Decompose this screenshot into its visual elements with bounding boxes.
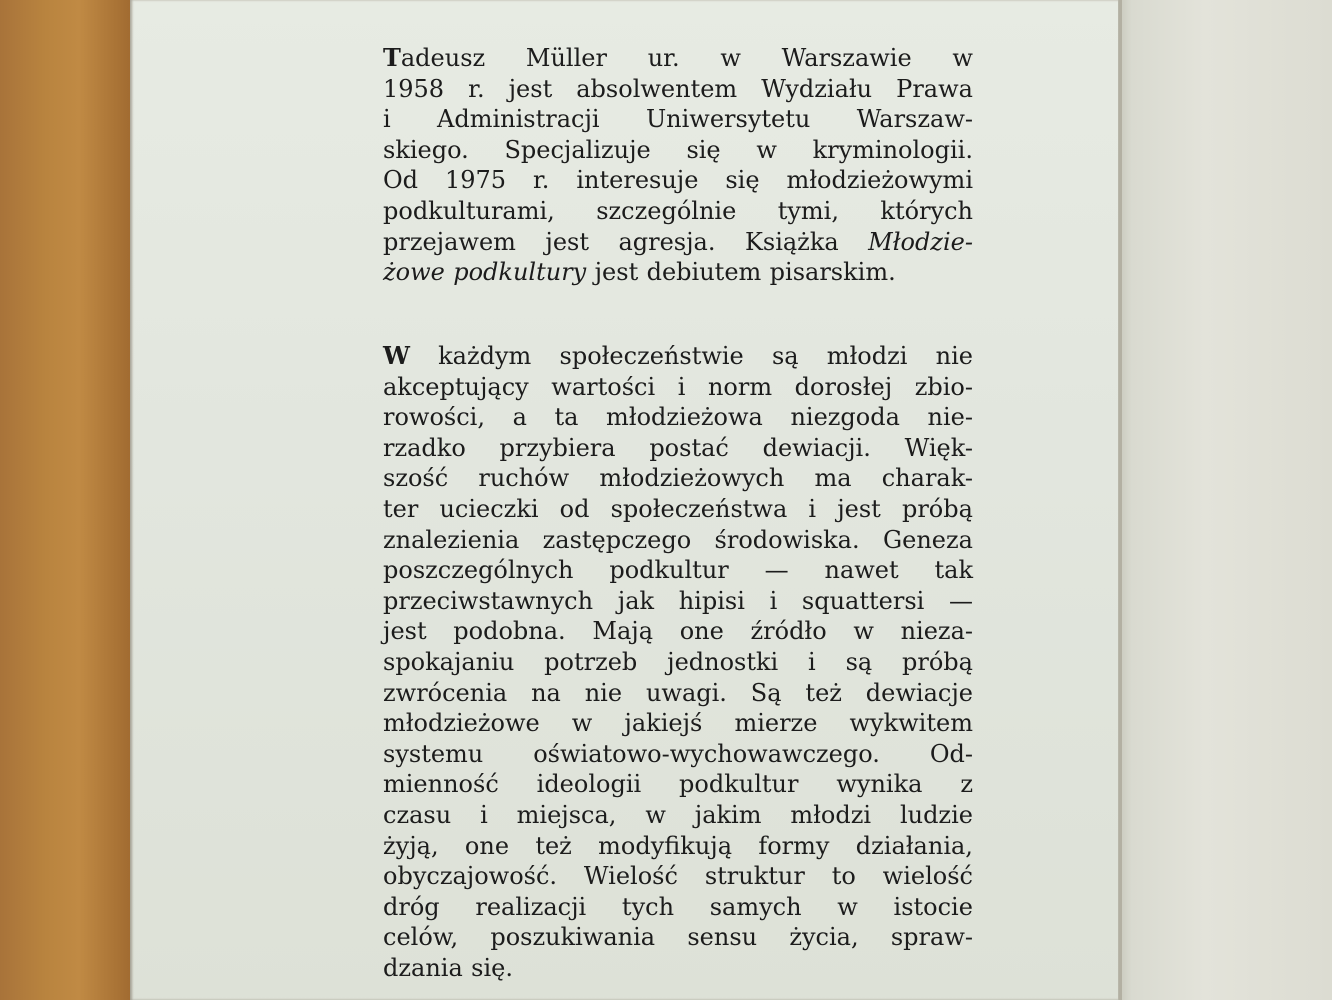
bio-line: Tadeusz Müller ur. w Warszawie w [383,43,973,72]
bio-line: przejawem jest agresja. Książka Młodzie- [383,227,973,256]
blurb-line: dzania się. [383,953,513,982]
bio-line: podkulturami, szczególnie tymi, których [383,196,973,225]
blurb-line: poszczególnych podkultur — nawet tak [383,556,973,585]
blurb-line: mienność ideologii podkultur wynika z [383,770,973,799]
adjacent-page-edge [1118,0,1332,1000]
blurb-line: młodzieżowe w jakiejś mierze wykwitem [383,709,973,738]
bio-line: skiego. Specjalizuje się w kryminologii. [383,135,973,164]
wooden-table-background [0,0,132,1000]
blurb-line: jest podobna. Mają one źródło w nieza- [383,617,973,646]
blurb-line: akceptujący wartości i norm dorosłej zbio- [383,372,973,401]
blurb-line: czasu i miejsca, w jakim młodzi ludzie [383,800,973,829]
page-fold [1119,0,1122,1000]
blurb-line: przeciwstawnych jak hipisi i squattersi — [383,586,973,615]
blurb-line: obyczajowość. Wielość struktur to wielość [383,862,973,891]
blurb-line: ter ucieczki od społeczeństwa i jest próbą [383,494,973,523]
blurb-line: rzadko przybiera postać dewiacji. Więk- [383,433,973,462]
blurb-line: spokajaniu potrzeb jednostki i są próbą [383,647,973,676]
blurb-line: systemu oświatowo-wychowawczego. Od- [383,739,973,768]
bio-line: żowe podkultury jest debiutem pisarskim. [383,258,896,287]
book-blurb-paragraph [383,341,973,983]
blurb-line: szość ruchów młodzieżowych ma charak- [383,464,973,493]
blurb-line: rowości, a ta młodzieżowa niezgoda nie- [383,403,973,432]
blurb-line: dróg realizacji tych samych w istocie [383,892,973,921]
blurb-line: żyją, one też modyfikują formy działania, [383,831,973,860]
bio-line: 1958 r. jest absolwentem Wydziału Prawa [383,74,973,103]
blurb-line: zwrócenia na nie uwagi. Są też dewiacje [383,678,973,707]
blurb-line: W każdym społeczeństwie są młodzi nie [383,341,973,370]
bio-line: i Administracji Uniwersytetu Warszaw- [383,105,973,134]
bio-line: Od 1975 r. interesuje się młodzieżowymi [383,166,973,195]
blurb-line: znalezienia zastępczego środowiska. Geneza [383,525,973,554]
blurb-line: celów, poszukiwania sensu życia, spraw- [383,923,973,952]
author-bio-paragraph [383,43,973,288]
